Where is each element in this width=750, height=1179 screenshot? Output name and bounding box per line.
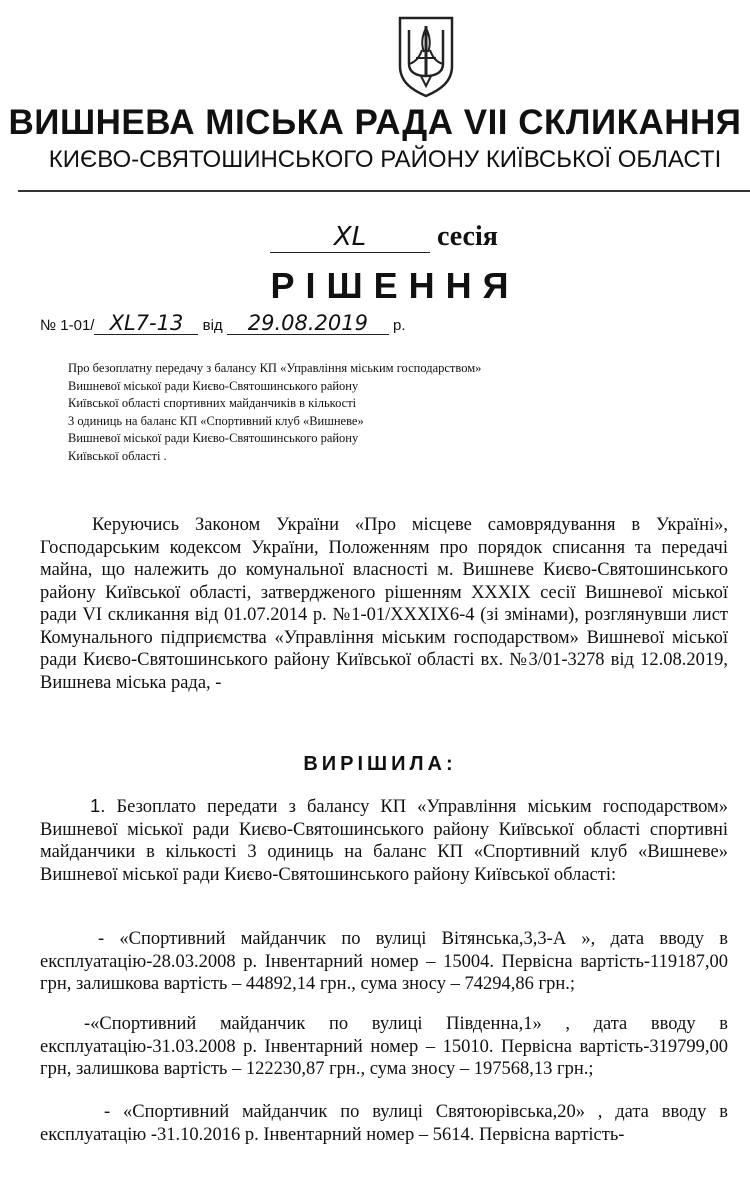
session-line (270, 221, 498, 253)
document-type-title: РІШЕННЯ (270, 265, 520, 306)
header-divider (18, 190, 750, 192)
item-1-number: 1. (90, 795, 106, 816)
subject-line: Київської області спортивних майданчиків в кількості (68, 396, 357, 410)
list-item: - «Спортивний майданчик по вулиці Вітянська,3,3-А », дата вводу в експлуатацію-28.03.2008 р. Інвентарний номер – 15004. Первісна вартість-119187,00 грн, залишкова вартість – 44892,14 грн., сума зносу – 74294,86 грн.; (40, 929, 728, 994)
decision-date-handwritten: 29.08.2019 (227, 312, 389, 335)
subject-line: Про безоплатну передачу з балансу КП «Управління міським господарством» (68, 361, 482, 375)
decision-date-suffix: р. (393, 317, 406, 334)
subject-block (68, 360, 538, 465)
subject-line: Вишневої міської ради Києво-Святошинського району (68, 431, 359, 445)
decision-number-line (40, 312, 406, 335)
subject-line: Вишневої міської ради Києво-Святошинського району (68, 378, 359, 393)
session-number-handwritten: XL (270, 222, 430, 253)
council-title: ВИШНЕВА МІСЬКА РАДА VII СКЛИКАННЯ (8, 103, 742, 142)
subject-line: 3 одиниць на баланс КП «Спортивний клуб «Вишневе» (68, 413, 364, 428)
resolved-heading: ВИРІШИЛА: (303, 753, 457, 775)
session-label: сесія (437, 221, 498, 252)
list-item: -«Спортивний майданчик по вулиці Південна,1» , дата вводу в експлуатацію-31.03.2008 р. Інвентарний номер – 15010. Первісна вартість-319799,00 грн, залишкова вартість – 122230,87 грн., сума зносу – 197568,13 грн.; (40, 1014, 728, 1079)
decision-date-prefix: від (202, 317, 223, 334)
decision-number-prefix: № 1-01/ (40, 317, 95, 334)
list-item: - «Спортивний майданчик по вулиці Святоюрівська,20» , дата вводу в експлуатацію -31.10.2016 р. Інвентарний номер – 5614. Первісна вартість- (40, 1102, 728, 1145)
district-title: КИЄВО-СВЯТОШИНСЬКОГО РАЙОНУ КИЇВСЬКОЇ ОБЛАСТІ (48, 146, 722, 173)
subject-line: Київської області . (68, 448, 167, 463)
preamble-paragraph: Керуючись Законом України «Про місцеве самоврядування в Україні», Господарським кодексом України, Положенням про порядок списання та передачі майна, що належить до комунальної власності м. Вишневе Києво-Святошинського району Київської області, затвердженого рішенням XXXIX сесії Вишневої міської ради VI скликання від 01.07.2014 р. №1-01/XXXIX6-4 (зі змінами), розглянувши лист Комунального підприємства «Управління міським господарством» Вишневої міської ради Києво-Святошинського району Київської області вх. №3/01-3278 від 12.08.2019, Вишнева міська рада, - (40, 515, 728, 693)
item-1-paragraph (40, 795, 728, 886)
trident-coat-of-arms-icon (396, 14, 456, 98)
decision-number-handwritten: XL7-13 (94, 312, 198, 335)
item-1-text: Безоплато передати з балансу КП «Управління міським господарством» Вишневої міської ради Києво-Святошинського району Київської області спортивні майданчики в кількості 3 одиниць на баланс КП «Спортивний клуб «Вишневе» Вишневої міської ради Києво-Святошинського району Київської області: (40, 797, 728, 885)
